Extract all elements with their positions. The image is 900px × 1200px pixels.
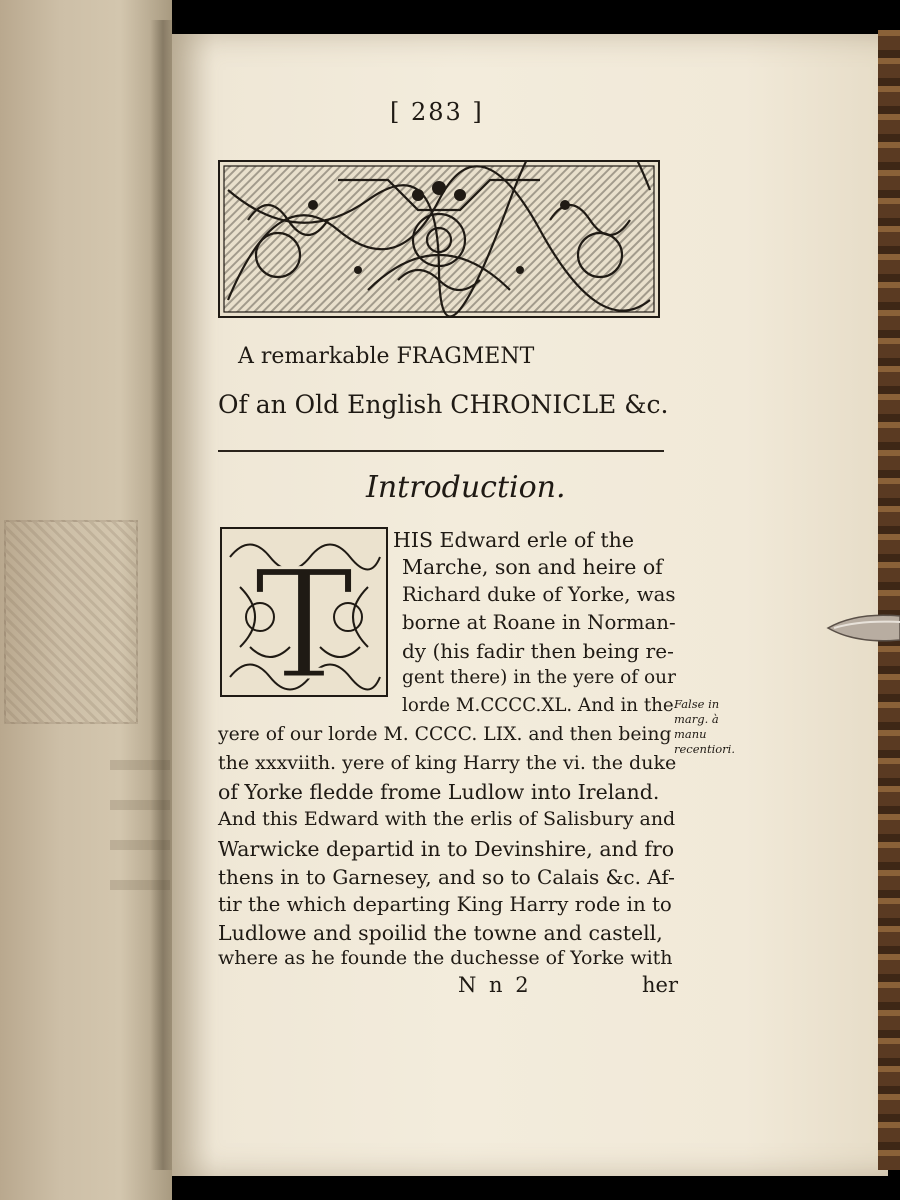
drop-cap-letter: T [253,539,355,697]
body-line: Richard duke of Yorke, was [402,583,676,606]
body-line: of Yorke fledde frome Ludlow into Ireland. [218,780,660,804]
section-heading: Introduction. [366,470,566,505]
body-line: Marche, son and heire of [402,555,663,579]
body-line: gent there) in the yere of our [402,667,676,688]
margin-note: False in marg. à manu recentiori. [674,697,736,756]
body-line: dy (his fadir then being re- [402,639,674,663]
catchword: her [642,973,678,997]
horizontal-rule [218,450,664,452]
body-line: the xxxviith. yere of king Harry the vi. the duke [218,752,677,774]
book-binding-edge [878,30,900,1170]
body-line: And this Edward with the erlis of Salisbury and [218,808,676,830]
title-line-1: A remarkable FRAGMENT [238,344,535,369]
body-line: tir the which departing King Harry rode in to [218,893,672,916]
title-line-2: Of an Old English CHRONICLE &c. [218,390,669,419]
signature-mark: N n 2 [458,973,532,997]
left-facing-page [0,0,172,1200]
body-line: where as he founde the duchesse of Yorke with [218,947,673,969]
body-line: Ludlowe and spoilid the towne and castell, [218,921,663,945]
woodcut-header-ornament-icon [218,160,660,318]
body-line: lorde M.CCCC.XL. And in the [402,695,674,716]
body-line: borne at Roane in Norman- [402,611,676,634]
body-line: thens in to Garnesey, and so to Calais &c. Af- [218,865,675,889]
bleed-through-ornament [4,520,138,724]
body-line: yere of our lorde M. CCCC. LIX. and then being [218,724,672,745]
page-number: [ 283 ] [390,98,484,126]
body-line: Warwicke departid in to Devinshire, and fro [218,837,675,861]
body-line: HIS Edward erle of the [393,528,634,552]
metal-bookmark [826,610,900,646]
ornamental-drop-cap [220,527,388,697]
